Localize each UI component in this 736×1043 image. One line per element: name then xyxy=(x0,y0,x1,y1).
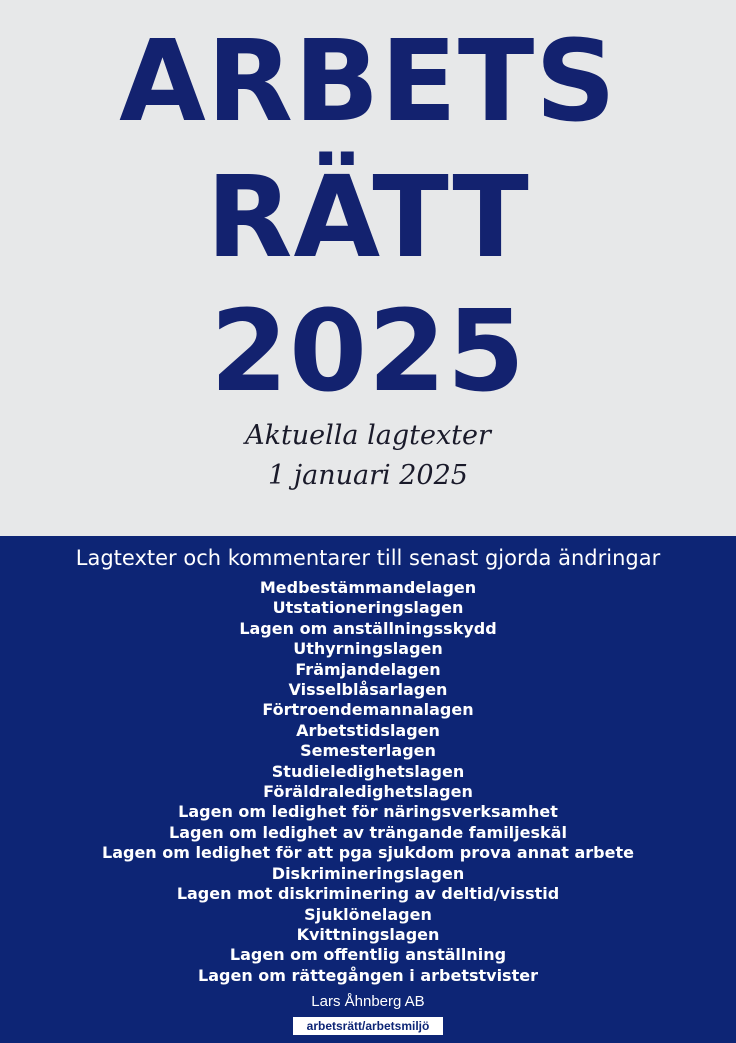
subtitle-line-2: 1 januari 2025 xyxy=(268,460,468,491)
law-item: Främjandelagen xyxy=(295,659,441,679)
law-item: Förtroendemannalagen xyxy=(262,700,474,720)
publisher-name: Lars Åhnberg AB xyxy=(311,993,425,1010)
law-item: Visselblåsarlagen xyxy=(288,680,448,700)
law-item: Lagen om ledighet för att pga sjukdom prova annat arbete xyxy=(102,843,634,863)
law-item: Medbestämmandelagen xyxy=(259,578,477,597)
law-list xyxy=(0,578,736,986)
law-item: Arbetstidslagen xyxy=(296,720,440,740)
title-year: 2025 xyxy=(210,287,526,417)
title-line-2: RÄTT xyxy=(206,153,530,283)
law-item: Föräldraledighetslagen xyxy=(263,782,473,802)
law-item: Lagen om ledighet av trängande familjeskäl xyxy=(169,822,567,842)
law-item: Uthyrningslagen xyxy=(293,639,443,659)
law-item: Kvittningslagen xyxy=(296,924,440,944)
law-item: Lagen om offentlig anställning xyxy=(229,945,507,965)
law-item: Sjuklönelagen xyxy=(304,904,432,924)
tagline: Lagtexter och kommentarer till senast gjorda ändringar xyxy=(75,546,661,570)
law-item: Lagen om anställningsskydd xyxy=(239,618,497,638)
law-item: Lagen om rättegången i arbetstvister xyxy=(198,965,538,985)
law-item: Semesterlagen xyxy=(300,741,436,761)
law-item: Studieledighetslagen xyxy=(271,761,465,781)
law-item: Utstationeringslagen xyxy=(272,598,464,618)
law-item: Lagen mot diskriminering av deltid/visstid xyxy=(176,884,560,904)
subtitle-line-1: Aktuella lagtexter xyxy=(245,420,491,451)
law-item: Diskrimineringslagen xyxy=(271,863,465,883)
series-badge: arbetsrätt/arbetsmiljö xyxy=(293,1017,443,1035)
title-line-1: ARBETS xyxy=(119,17,617,147)
law-item: Lagen om ledighet för näringsverksamhet xyxy=(178,802,558,822)
